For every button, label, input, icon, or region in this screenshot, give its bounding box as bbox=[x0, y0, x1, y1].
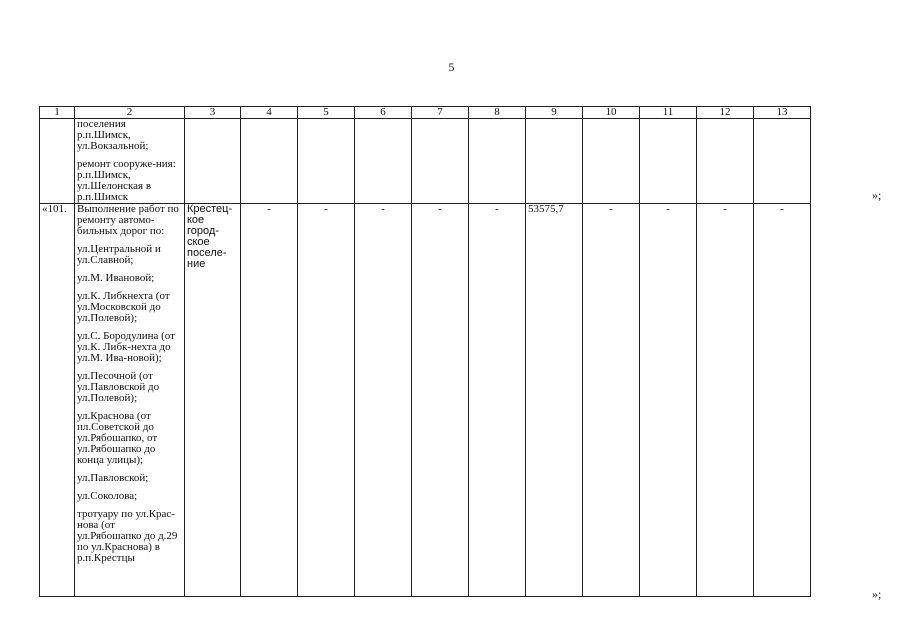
description-paragraph: ул.Павловской; bbox=[77, 472, 149, 484]
cell bbox=[526, 119, 583, 204]
description-paragraph: ул.Краснова (от пл.Советской до ул.Рябошапко, от ул.Рябошапко до конца улицы); bbox=[77, 410, 158, 466]
cell-value: - bbox=[241, 204, 298, 597]
cell bbox=[754, 119, 811, 204]
description-paragraph: ул.Соколова; bbox=[77, 490, 138, 502]
cell-value: - bbox=[754, 204, 811, 597]
description-paragraph: ул.М. Ивановой; bbox=[77, 272, 155, 284]
description-paragraph: ул.К. Либкнехта (от ул.Московской до ул.Полевой); bbox=[77, 290, 170, 324]
cell bbox=[697, 119, 754, 204]
cell bbox=[469, 119, 526, 204]
row-closer: »; bbox=[872, 587, 882, 601]
cell-value: - bbox=[298, 204, 355, 597]
header-row bbox=[40, 107, 811, 119]
description-paragraph: ул.Песочной (от ул.Павловской до ул.Полевой); bbox=[77, 370, 160, 404]
column-header: 3 bbox=[185, 107, 241, 119]
cell-num bbox=[40, 119, 75, 204]
column-header: 4 bbox=[241, 107, 298, 119]
column-header: 10 bbox=[583, 107, 640, 119]
column-header: 8 bbox=[469, 107, 526, 119]
cell bbox=[583, 119, 640, 204]
description-paragraph: ул.С. Бородулина (от ул.К. Либк-нехта до ул.М. Ива-новой); bbox=[77, 330, 175, 364]
description-paragraph: поселения р.п.Шимск, ул.Вокзальной; bbox=[77, 118, 149, 152]
table-row bbox=[40, 119, 811, 204]
cell bbox=[241, 119, 298, 204]
cell-value: - bbox=[469, 204, 526, 597]
cell bbox=[412, 119, 469, 204]
column-header: 13 bbox=[754, 107, 811, 119]
column-header: 7 bbox=[412, 107, 469, 119]
cell bbox=[355, 119, 412, 204]
cell bbox=[298, 119, 355, 204]
cell-num: «101. bbox=[40, 204, 75, 597]
cell-description bbox=[75, 204, 185, 597]
row-closer: »; bbox=[872, 188, 882, 202]
description-paragraph: ул.Центральной и ул.Славной; bbox=[77, 243, 161, 266]
cell-value: 53575,7 bbox=[526, 204, 583, 597]
page-number: 5 bbox=[448, 60, 455, 74]
column-header: 2 bbox=[75, 107, 185, 119]
description-paragraph: ремонт сооруже-ния: р.п.Шимск, ул.Шелонская в р.п.Шимск bbox=[77, 158, 176, 203]
column-header: 11 bbox=[640, 107, 697, 119]
description-paragraph: Выполнение работ по ремонту автомо-бильных дорог по: bbox=[77, 203, 179, 237]
cell-municipality: Крестец-кое город-ское поселе-ние bbox=[185, 204, 241, 597]
cell-description bbox=[75, 119, 185, 204]
column-header: 9 bbox=[526, 107, 583, 119]
cell-value: - bbox=[583, 204, 640, 597]
cell-value: - bbox=[412, 204, 469, 597]
cell-value: - bbox=[355, 204, 412, 597]
column-header: 12 bbox=[697, 107, 754, 119]
description-paragraph: тротуару по ул.Крас-нова (от ул.Рябошапко до д.29 по ул.Краснова) в р.п.Крестцы bbox=[77, 508, 178, 564]
column-header: 6 bbox=[355, 107, 412, 119]
data-table bbox=[39, 106, 811, 597]
cell-value: - bbox=[640, 204, 697, 597]
column-header: 5 bbox=[298, 107, 355, 119]
cell bbox=[185, 119, 241, 204]
cell-value: - bbox=[697, 204, 754, 597]
column-header: 1 bbox=[40, 107, 75, 119]
table-row bbox=[40, 204, 811, 597]
cell bbox=[640, 119, 697, 204]
